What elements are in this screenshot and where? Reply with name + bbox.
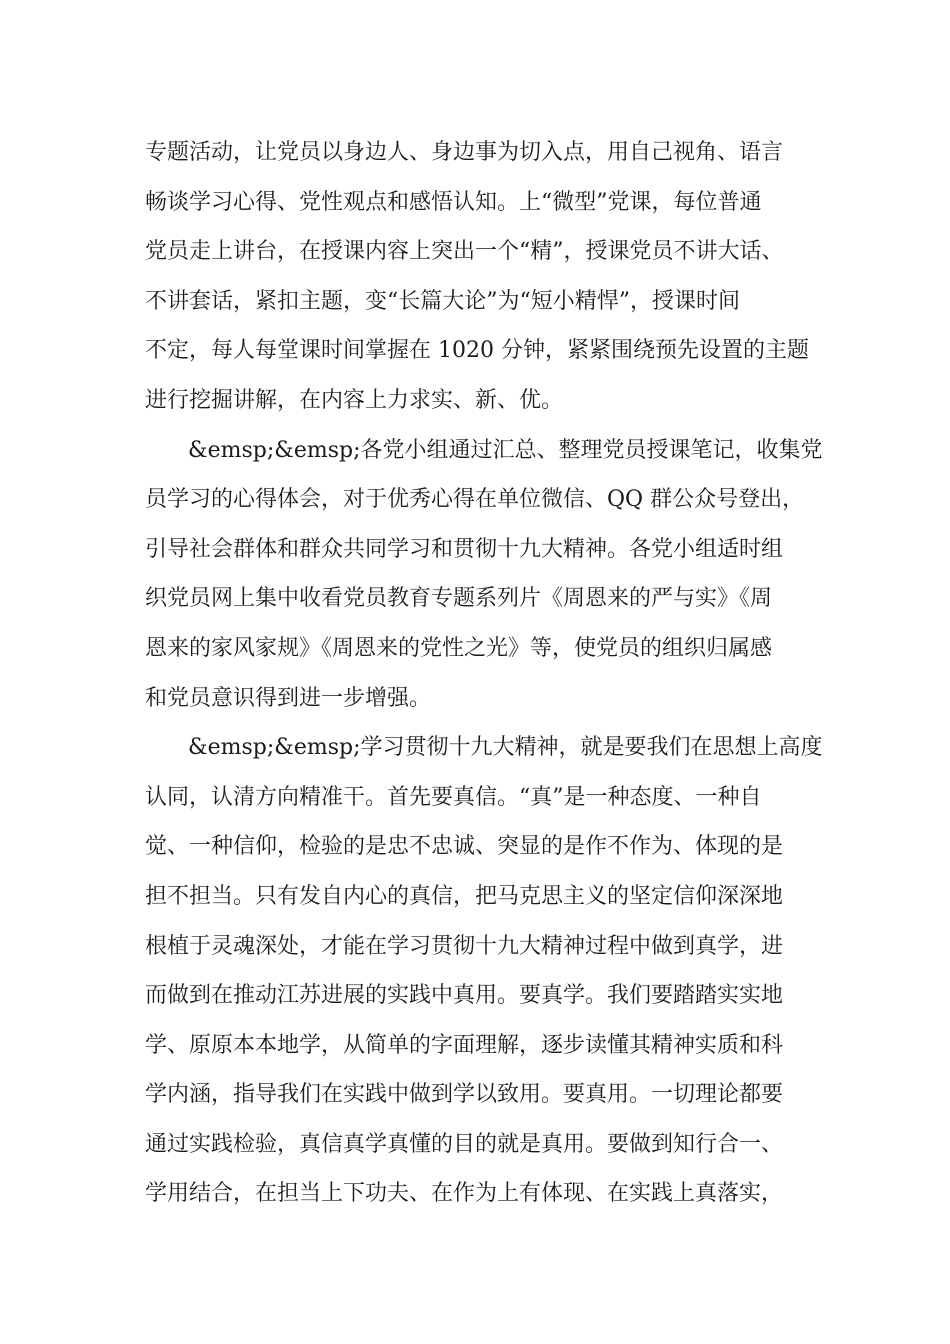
- text-line: 学用结合，在担当上下功夫、在作为上有体现、在实践上真落实，: [145, 1181, 784, 1207]
- text-line: 不定，每人每堂课时间掌握在 1020 分钟，紧紧围绕预先设置的主题: [145, 338, 809, 364]
- text-line: 认同，认清方向精准干。首先要真信。“真”是一种态度、一种自: [145, 784, 762, 810]
- body-text: [145, 128, 825, 1219]
- text-line: 专题活动，让党员以身边人、身边事为切入点，用自己视角、语言: [145, 140, 784, 165]
- text-line: 通过实践检验，真信真学真懂的目的就是真用。要做到知行合一、: [145, 1131, 784, 1157]
- text-line: &emsp;&emsp;各党小组通过汇总、整理党员授课笔记，收集党: [188, 437, 823, 463]
- text-line: 党员走上讲台，在授课内容上突出一个“精”，授课党员不讲大话、: [145, 239, 784, 265]
- text-line: 进行挖掘讲解，在内容上力求实、新、优。: [145, 387, 564, 413]
- text-line: 学、原原本本地学，从简单的字面理解，逐步读懂其精神实质和科: [145, 1032, 784, 1058]
- text-line: 恩来的家风家规》《周恩来的党性之光》等，使党员的组织归属感: [145, 635, 773, 661]
- text-line: 和党员意识得到进一步增强。: [145, 685, 432, 711]
- text-line: 而做到在推动江苏进展的实践中真用。要真学。我们要踏踏实实地: [145, 983, 784, 1009]
- text-line: 担不担当。只有发自内心的真信，把马克思主义的坚定信仰深深地: [145, 883, 784, 909]
- text-line: 畅谈学习心得、党性观点和感悟认知。上“微型”党课，每位普通: [145, 189, 762, 215]
- text-line: &emsp;&emsp;学习贯彻十九大精神，就是要我们在思想上高度: [188, 735, 823, 761]
- text-line: 学内涵，指导我们在实践中做到学以致用。要真用。一切理论都要: [145, 1082, 784, 1108]
- text-line: 根植于灵魂深处，才能在学习贯彻十九大精神过程中做到真学，进: [145, 933, 784, 959]
- text-line: 引导社会群体和群众共同学习和贯彻十九大精神。各党小组适时组: [145, 536, 784, 562]
- text-line: 不讲套话，紧扣主题，变“长篇大论”为“短小精悍”，授课时间: [145, 288, 740, 314]
- text-line: 觉、一种信仰，检验的是忠不忠诚、突显的是作不作为、体现的是: [145, 834, 784, 860]
- text-line: 织党员网上集中收看党员教育专题系列片《周恩来的严与实》《周: [145, 586, 773, 612]
- text-line: 员学习的心得体会，对于优秀心得在单位微信、QQ 群公众号登出，: [145, 487, 805, 513]
